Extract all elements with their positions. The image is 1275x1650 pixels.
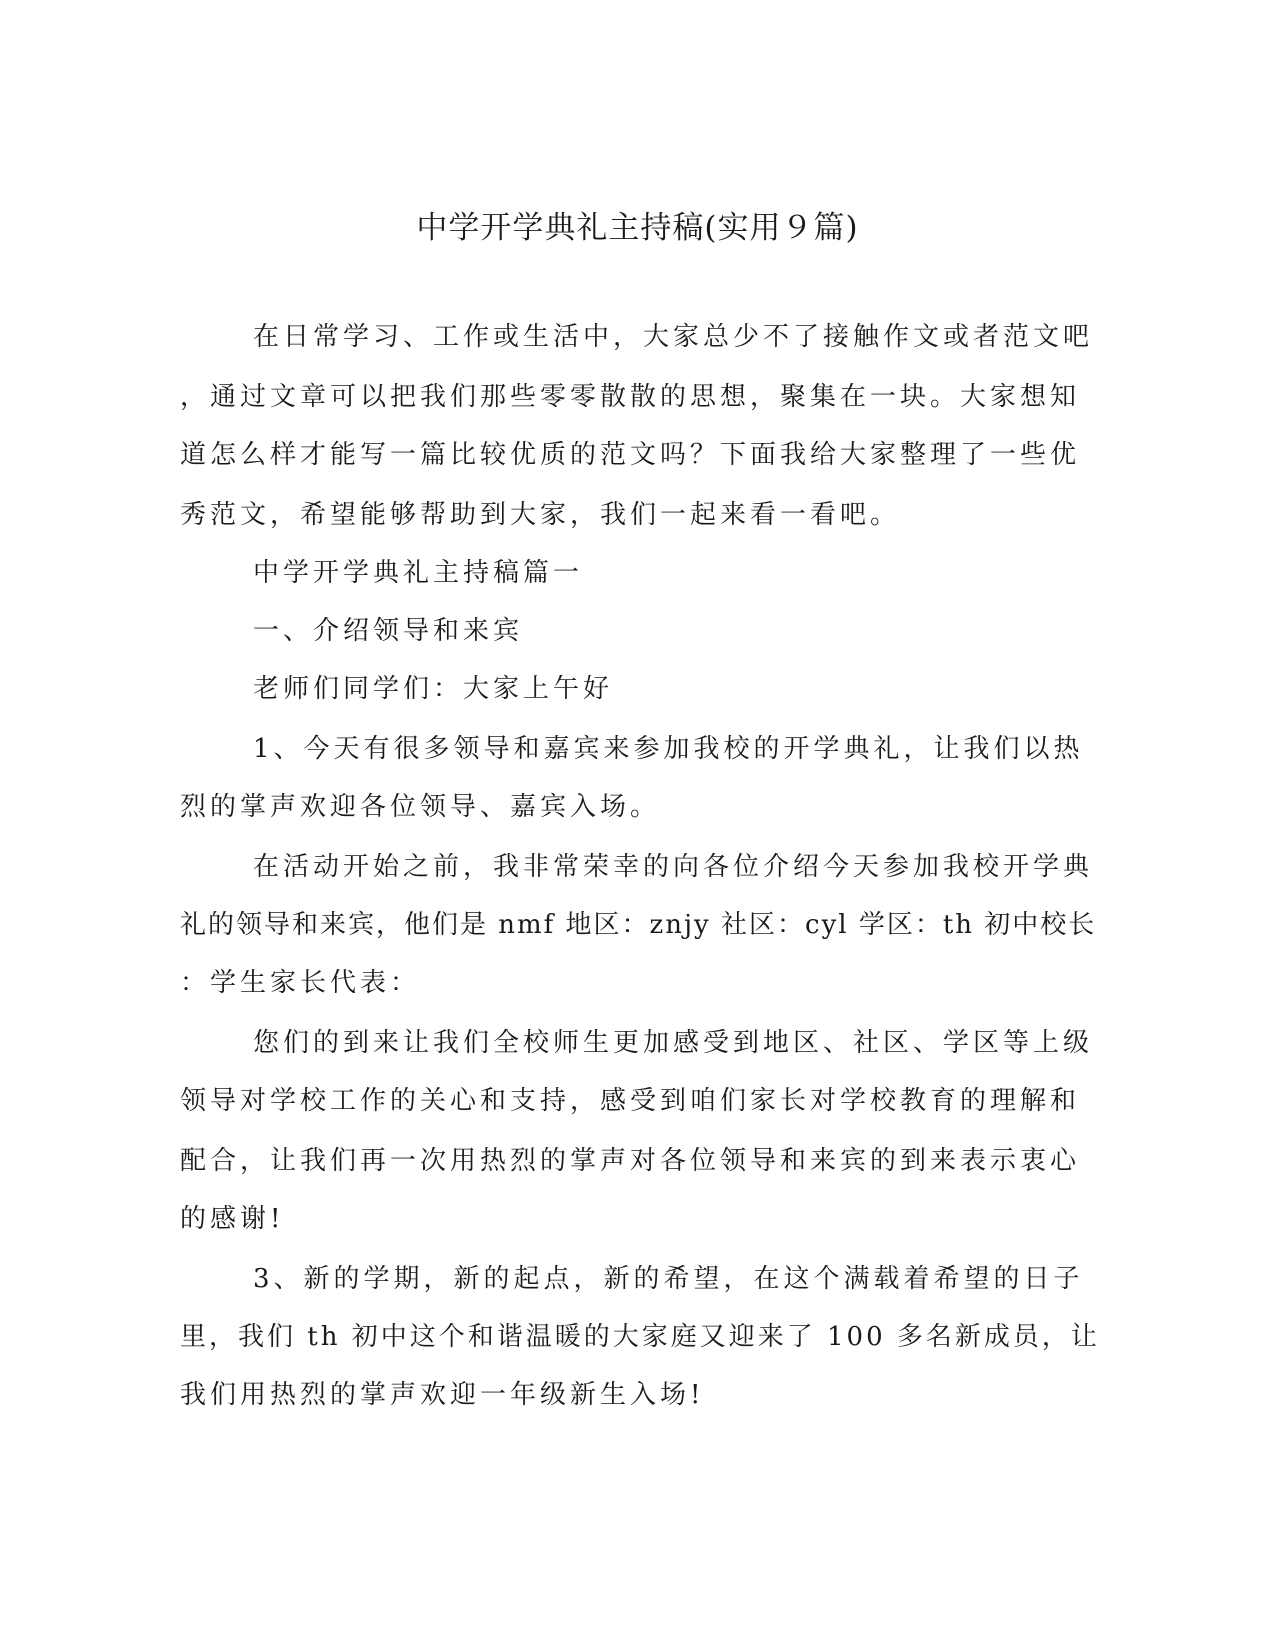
paragraph-line: 道怎么样才能写一篇比较优质的范文吗？下面我给大家整理了一些优 [180, 440, 1081, 470]
paragraph-line: 领导对学校工作的关心和支持，感受到咱们家长对学校教育的理解和 [180, 1086, 1081, 1116]
paragraph-line: ，通过文章可以把我们那些零零散散的思想，聚集在一块。大家想知 [180, 382, 1081, 412]
paragraph-line: 老师们同学们：大家上午好 [253, 674, 614, 704]
paragraph-line: 配合，让我们再一次用热烈的掌声对各位领导和来宾的到来表示衷心 [180, 1146, 1081, 1176]
paragraph-line: 我们用热烈的掌声欢迎一年级新生入场! [180, 1380, 705, 1410]
paragraph-line: 3、新的学期，新的起点，新的希望，在这个满载着希望的日子 [253, 1264, 1084, 1294]
paragraph-line: ：学生家长代表： [180, 968, 421, 998]
document-title: 中学开学典礼主持稿(实用９篇) [416, 210, 859, 246]
paragraph-line: 礼的领导和来宾，他们是 nmf 地区：znjy 社区：cyl 学区：th 初中校长 [180, 910, 1097, 940]
section-heading: 中学开学典礼主持稿篇一 [253, 558, 584, 588]
subsection-heading: 一、介绍领导和来宾 [253, 616, 524, 646]
paragraph-line: 您们的到来让我们全校师生更加感受到地区、社区、学区等上级 [253, 1028, 1094, 1058]
paragraph-line: 1、今天有很多领导和嘉宾来参加我校的开学典礼，让我们以热 [253, 734, 1084, 764]
paragraph-line: 里，我们 th 初中这个和谐温暖的大家庭又迎来了 100 多名新成员，让 [180, 1322, 1100, 1352]
paragraph-line: 的感谢! [180, 1204, 285, 1234]
paragraph-line: 在日常学习、工作或生活中，大家总少不了接触作文或者范文吧 [253, 322, 1094, 352]
paragraph-line: 烈的掌声欢迎各位领导、嘉宾入场。 [180, 792, 661, 822]
paragraph-line: 秀范文，希望能够帮助到大家，我们一起来看一看吧。 [180, 500, 901, 530]
paragraph-line: 在活动开始之前，我非常荣幸的向各位介绍今天参加我校开学典 [253, 852, 1094, 882]
